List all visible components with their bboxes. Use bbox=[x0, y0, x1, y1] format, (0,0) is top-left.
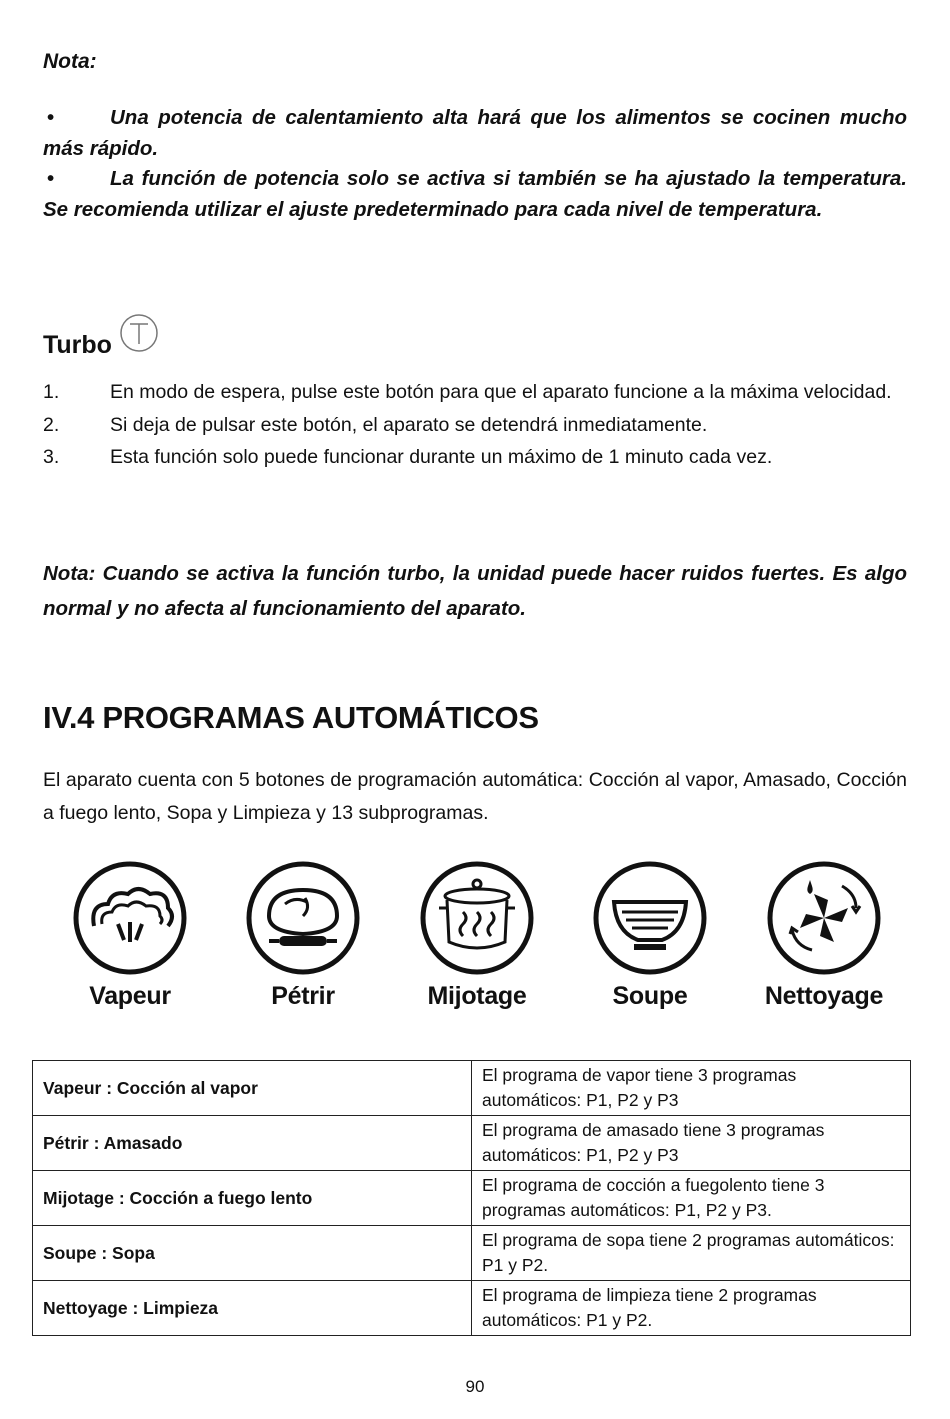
turbo-title: Turbo bbox=[43, 331, 112, 359]
list-item bbox=[43, 376, 907, 409]
bullet-text: Una potencia de calentamiento alta hará que los alimentos se cocinen mucho más rápido. bbox=[43, 106, 907, 160]
soup-bowl-icon bbox=[592, 860, 708, 976]
program-icon-vapeur bbox=[50, 860, 210, 1011]
program-desc-cell: El programa de limpieza tiene 2 programas automáticos: P1 y P2. bbox=[472, 1281, 911, 1336]
turbo-steps bbox=[43, 376, 907, 474]
program-desc-cell: El programa de amasado tiene 3 programas automáticos: P1, P2 y P3 bbox=[472, 1116, 911, 1171]
step-text: En modo de espera, pulse este botón para que el aparato funcione a la máxima velocidad. bbox=[110, 381, 892, 403]
program-icon-label: Soupe bbox=[612, 982, 688, 1010]
bullet-list bbox=[43, 103, 907, 225]
turbo-t-icon bbox=[118, 312, 160, 354]
table-row bbox=[33, 1171, 911, 1226]
section-intro: El aparato cuenta con 5 botones de programación automática: Cocción al vapor, Amasado, Cocción a fuego lento, Sopa y Limpieza y 13 subprogramas. bbox=[43, 769, 907, 824]
step-text: Si deja de pulsar este botón, el aparato se detendrá inmediatamente. bbox=[110, 413, 708, 436]
list-item bbox=[43, 441, 907, 474]
steam-icon bbox=[72, 860, 188, 976]
table-row bbox=[33, 1226, 911, 1281]
program-icon-soupe bbox=[570, 860, 730, 1011]
bullet-dot-icon: • bbox=[47, 106, 55, 129]
program-name-cell: Mijotage : Cocción a fuego lento bbox=[33, 1171, 472, 1226]
step-number: 3. bbox=[43, 446, 60, 468]
table-row bbox=[33, 1116, 911, 1171]
step-text: Esta función solo puede funcionar durante un máximo de 1 minuto cada vez. bbox=[110, 446, 773, 468]
program-icon-petrir bbox=[223, 860, 383, 1011]
step-number: 1. bbox=[43, 381, 60, 403]
list-item bbox=[43, 409, 907, 442]
program-icon-label: Nettoyage bbox=[764, 982, 884, 1010]
program-table bbox=[32, 1060, 911, 1336]
section-title: IV.4 PROGRAMAS AUTOMÁTICOS bbox=[43, 700, 539, 735]
program-icon-label: Vapeur bbox=[89, 982, 171, 1010]
turbo-heading bbox=[43, 312, 160, 360]
step-number: 2. bbox=[43, 413, 60, 436]
bullet-dot-icon: • bbox=[47, 167, 55, 190]
cleaning-icon bbox=[766, 860, 882, 976]
program-name-cell: Nettoyage : Limpieza bbox=[33, 1281, 472, 1336]
page-number: 90 bbox=[465, 1377, 485, 1396]
program-desc-cell: El programa de vapor tiene 3 programas automáticos: P1, P2 y P3 bbox=[472, 1061, 911, 1116]
bullet-text: La función de potencia solo se activa si también se ha ajustado la temperatura. Se recomienda utilizar el ajuste predeterminado para cada nivel de temperatura. bbox=[43, 167, 907, 221]
simmer-pot-icon bbox=[419, 860, 535, 976]
program-icon-mijotage bbox=[397, 860, 557, 1011]
program-icons-row bbox=[0, 860, 950, 1030]
table-row bbox=[33, 1281, 911, 1336]
table-row bbox=[33, 1061, 911, 1116]
bullet-item bbox=[43, 103, 907, 164]
nota-label: Nota: bbox=[43, 50, 97, 73]
program-name-cell: Pétrir : Amasado bbox=[33, 1116, 472, 1171]
bullet-item bbox=[43, 164, 907, 225]
program-name-cell: Vapeur : Cocción al vapor bbox=[33, 1061, 472, 1116]
program-icon-label: Mijotage bbox=[427, 982, 527, 1010]
program-icon-label: Pétrir bbox=[271, 982, 335, 1010]
turbo-note: Nota: Cuando se activa la función turbo, la unidad puede hacer ruidos fuertes. Es algo normal y no afecta al funcionamiento del aparato. bbox=[43, 562, 907, 620]
program-desc-cell: El programa de sopa tiene 2 programas automáticos: P1 y P2. bbox=[472, 1226, 911, 1281]
program-name-cell: Soupe : Sopa bbox=[33, 1226, 472, 1281]
knead-icon bbox=[245, 860, 361, 976]
program-icon-nettoyage bbox=[744, 860, 904, 1011]
program-desc-cell: El programa de cocción a fuegolento tiene 3 programas automáticos: P1, P2 y P3. bbox=[472, 1171, 911, 1226]
